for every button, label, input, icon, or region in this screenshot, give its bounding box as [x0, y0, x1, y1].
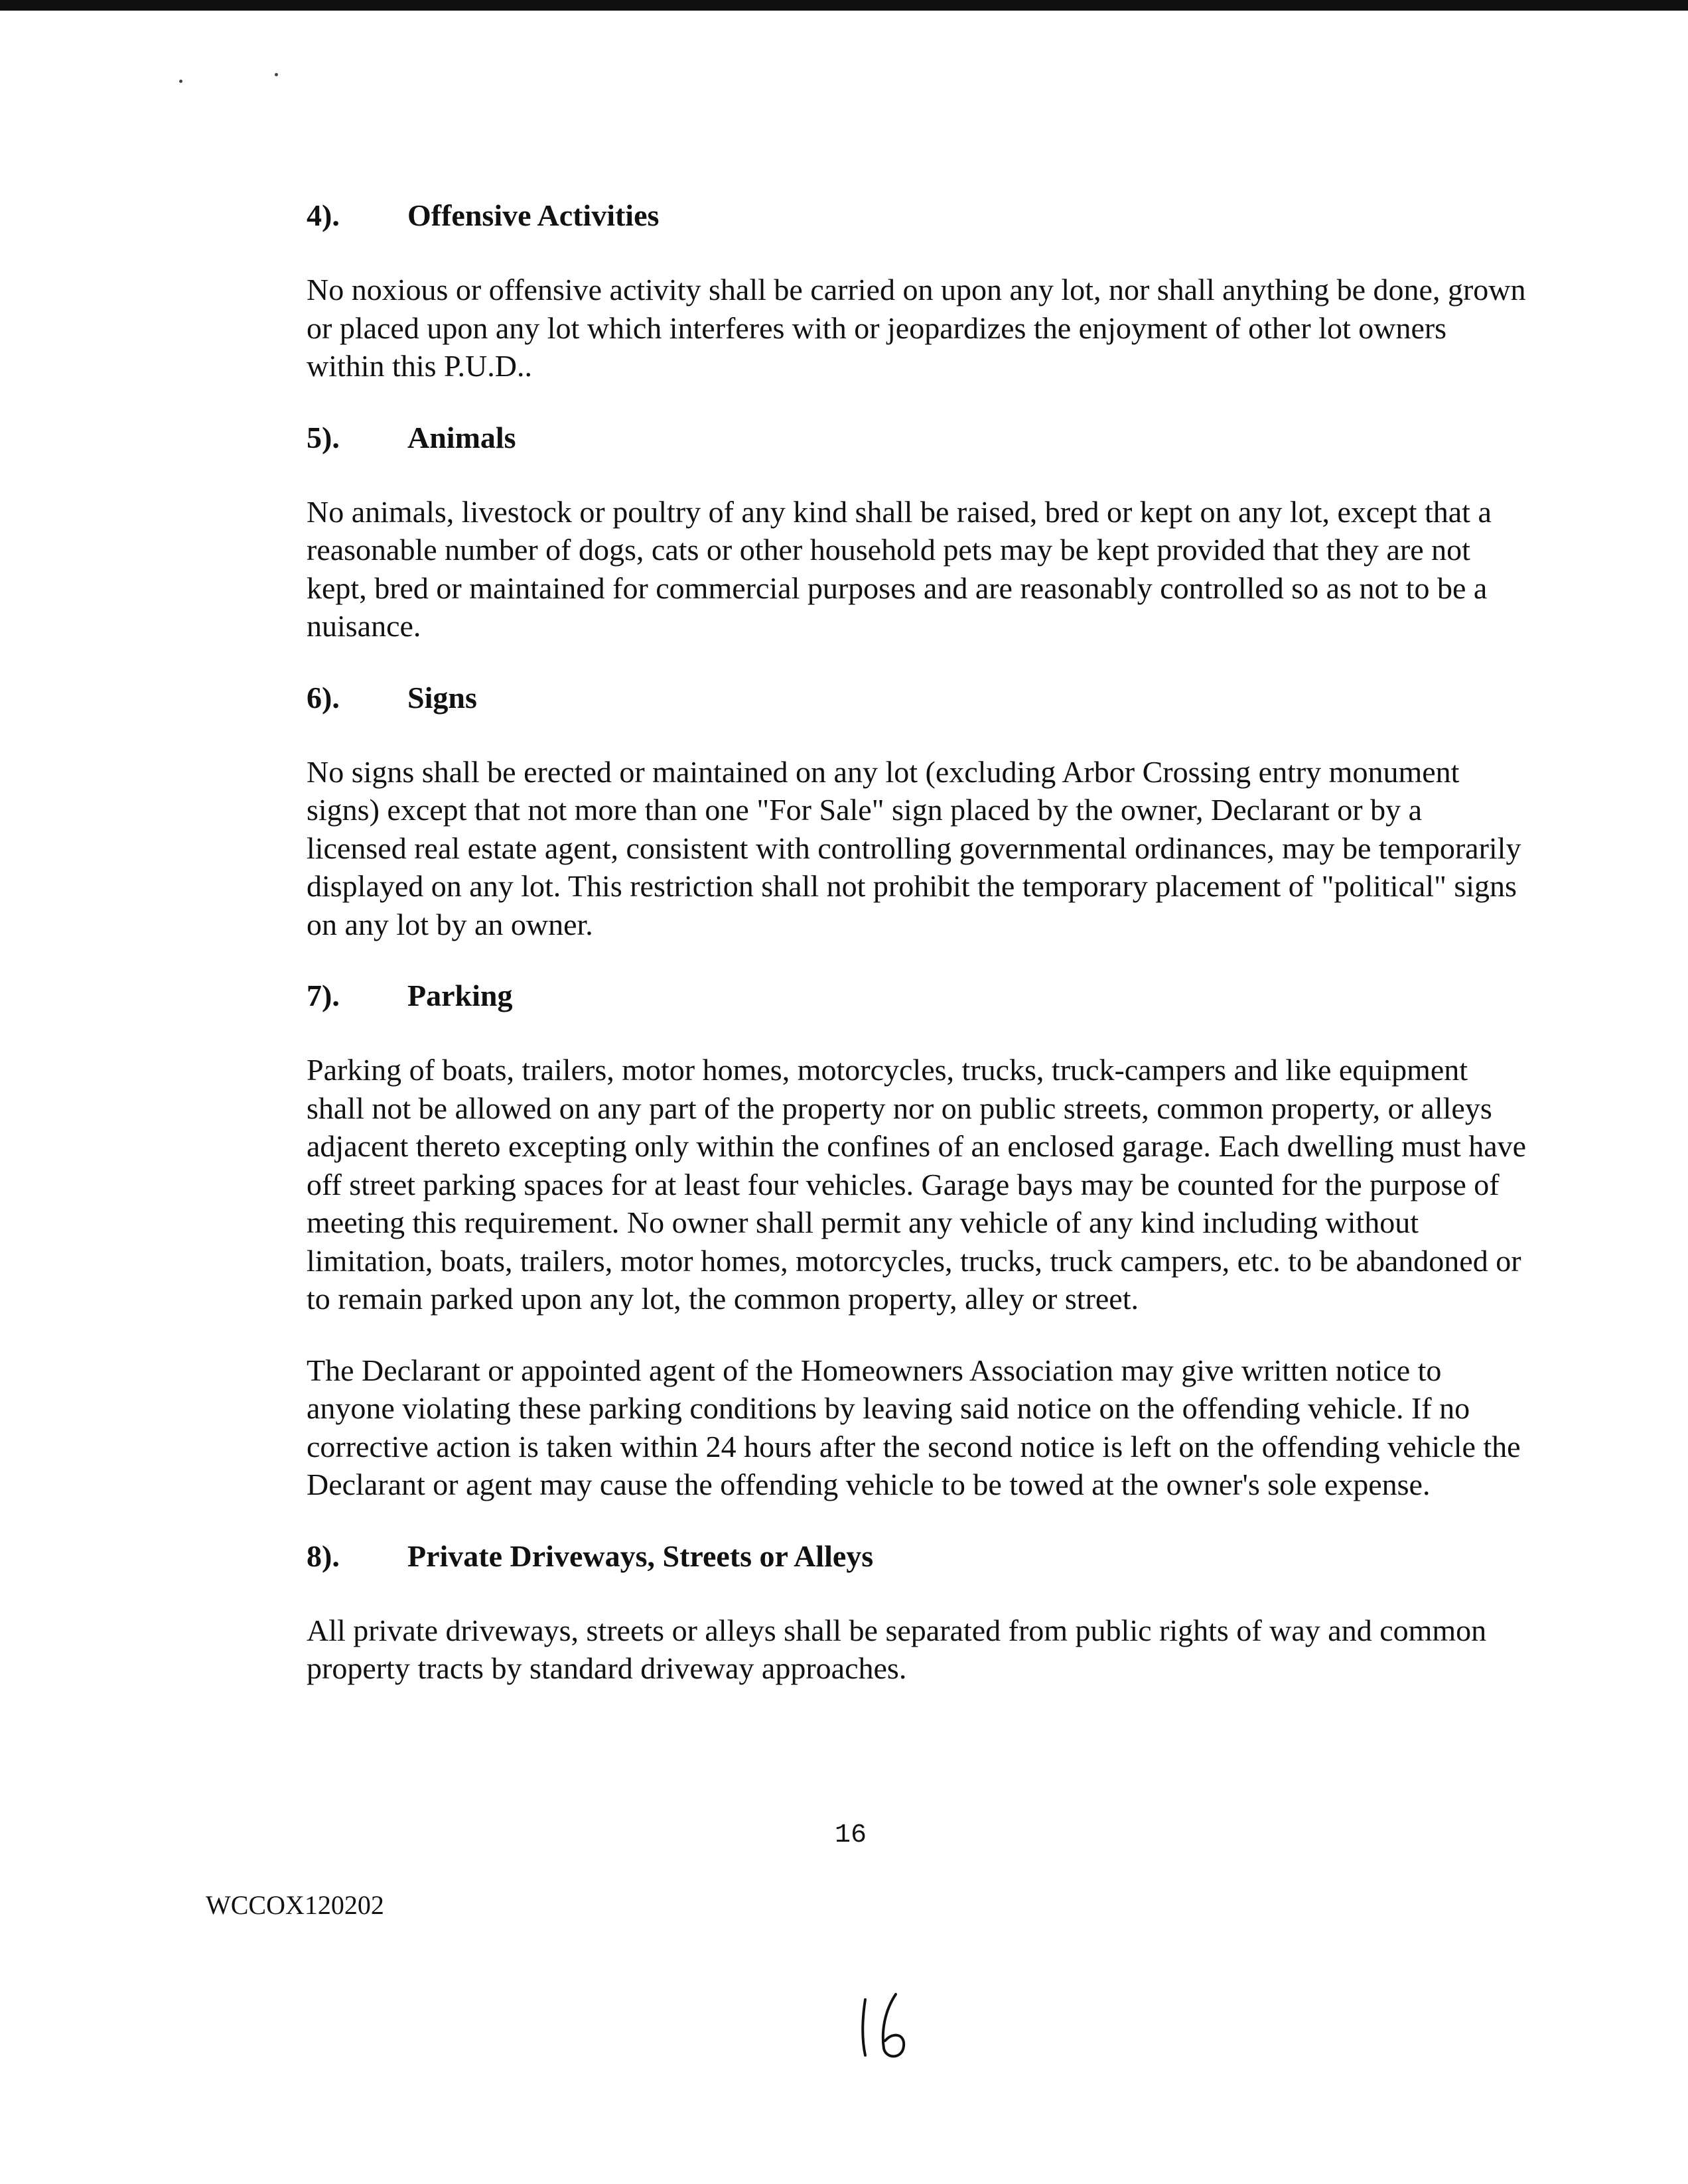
section-number: 7). — [307, 979, 340, 1012]
section-heading-offensive-activities — [307, 196, 1527, 235]
document-body — [307, 196, 1527, 1688]
section-paragraph: The Declarant or appointed agent of the Homeowners Association may give written notice to anyone violating these parking conditions by leaving said notice on the offending vehicle. If no corrective action is taken within 24 hours after the second notice is left on the offending vehicle the Declarant or agent may cause the offending vehicle to be towed at the owner's sole expense. — [307, 1353, 1521, 1501]
scan-speck — [179, 80, 182, 83]
section-heading-parking — [307, 977, 1527, 1015]
section-number: 4). — [307, 198, 340, 232]
section-number: 5). — [307, 420, 340, 454]
section-title: Offensive Activities — [407, 198, 660, 232]
page-number: 16 — [835, 1820, 867, 1850]
section-heading-animals — [307, 419, 1527, 457]
section-paragraph: No animals, livestock or poultry of any kind shall be raised, bred or kept on any lot, except that a reasonable number of dogs, cats or other household pets may be kept provided that they are not kept, bred or maintained for commercial purposes and are reasonably controlled so as not to be a nuisance. — [307, 494, 1492, 643]
section-number: 8). — [307, 1538, 340, 1573]
section-heading-signs — [307, 679, 1527, 717]
section-number: 6). — [307, 680, 340, 715]
section-heading-private-driveways — [307, 1537, 1527, 1576]
section-title: Parking — [407, 979, 513, 1012]
section-paragraph: No noxious or offensive activity shall be carried on upon any lot, nor shall anything be done, grown or placed upon any lot which interferes with or jeopardizes the enjoyment of other lot owners within this P.U.D.. — [307, 273, 1526, 383]
scan-speck — [275, 73, 278, 76]
section-paragraph: No signs shall be erected or maintained on any lot (excluding Arbor Crossing entry monument signs) except that not more than one "For Sale" sign placed by the owner, Declarant or by a licensed real estate agent, consistent with controlling governmental ordinances, may be temporarily displayed on any lot. This restriction shall not prohibit the temporary placement of "political" signs on any lot by an owner. — [307, 754, 1521, 941]
section-paragraph: Parking of boats, trailers, motor homes, motorcycles, trucks, truck-campers and like equipment shall not be allowed on any part of the property nor on public streets, common property, or alleys adjacent thereto excepting only within the confines of an enclosed garage. Each dwelling must have off street parking spaces for at least four vehicles. Garage bays may be counted for the purpose of meeting this requirement. No owner shall permit any vehicle of any kind including without limitation, boats, trailers, motor homes, motorcycles, trucks, truck campers, etc. to be abandoned or to remain parked upon any lot, the common property, alley or street. — [307, 1053, 1527, 1316]
scan-border — [0, 0, 1688, 11]
section-title: Private Driveways, Streets or Alleys — [407, 1538, 874, 1573]
handwritten-page-number — [856, 1990, 929, 2063]
section-title: Animals — [407, 420, 516, 454]
section-paragraph: All private driveways, streets or alleys shall be separated from public rights of way and common property tracts by standard driveway approaches. — [307, 1613, 1487, 1685]
section-title: Signs — [407, 680, 477, 715]
document-id: WCCOX120202 — [206, 1890, 384, 1920]
